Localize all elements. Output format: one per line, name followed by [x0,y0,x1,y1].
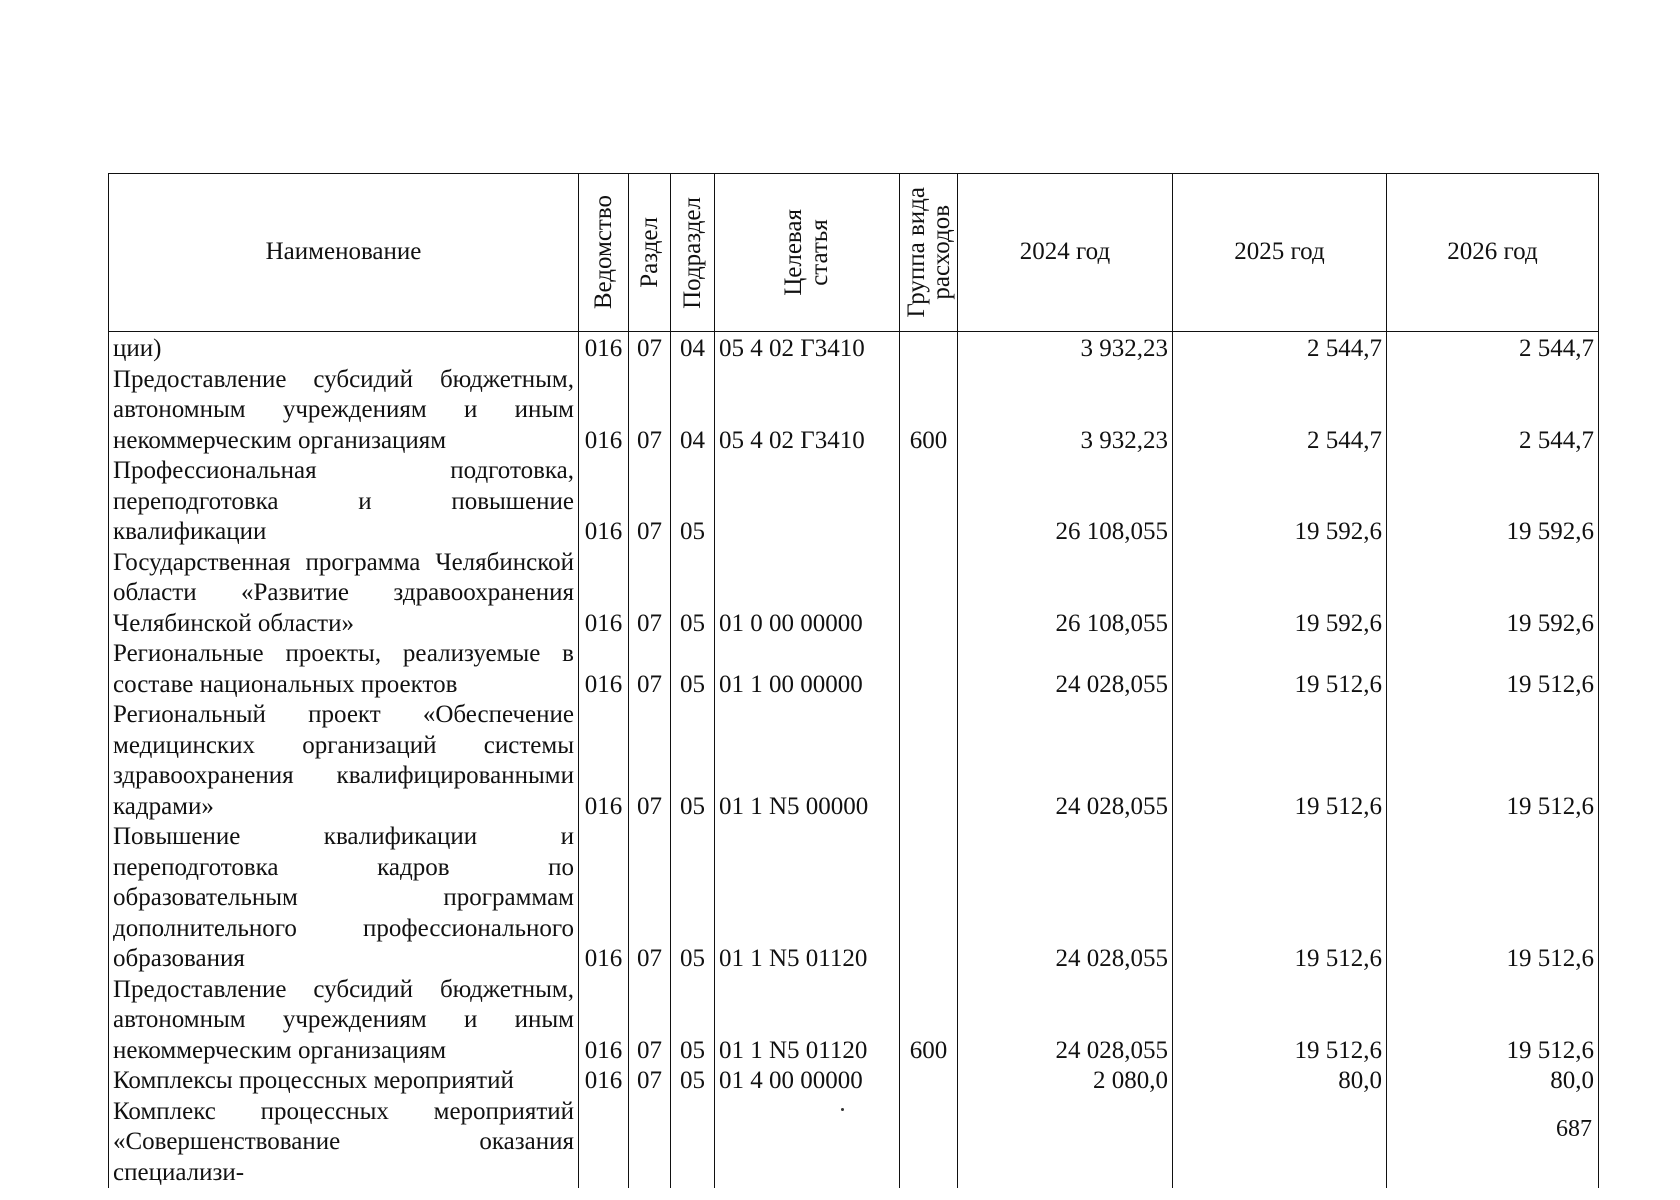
page-number: 687 [1556,1116,1592,1142]
cell-v2024: 24 028,055 [958,639,1173,700]
cell-group [900,332,958,365]
cell-razd: 07 [629,975,671,1067]
cell-v2026: 19 512,6 [1387,700,1599,822]
cell-v2024: 24 028,055 [958,975,1173,1067]
header-row [109,174,1599,332]
cell-podr: 05 [671,700,715,822]
cell-v2026: 19 592,6 [1387,548,1599,640]
header-target-line1: Целевая [780,209,807,296]
cell-name: Региональные проекты, реализуемые в составе национальных проектов [109,639,579,700]
cell-group: 600 [900,365,958,457]
cell-v2026: 19 512,6 [1387,975,1599,1067]
cell-podr [671,1097,715,1189]
header-vedomstvo: Ведомство [579,174,629,332]
scan-speck [841,1108,844,1111]
cell-razd: 07 [629,700,671,822]
cell-group [900,548,958,640]
cell-v2026: 2 544,7 [1387,332,1599,365]
cell-target [715,1097,900,1189]
header-name: Наименование [109,174,579,332]
cell-v2024: 3 932,23 [958,332,1173,365]
cell-podr: 05 [671,456,715,548]
header-group [900,174,958,332]
header-razdel: Раздел [629,174,671,332]
cell-v2024: 2 080,0 [958,1066,1173,1097]
table-row [109,822,1599,975]
cell-v2024: 24 028,055 [958,700,1173,822]
cell-ved [579,1097,629,1189]
cell-v2026: 19 592,6 [1387,456,1599,548]
cell-ved: 016 [579,975,629,1067]
cell-v2024: 26 108,055 [958,456,1173,548]
cell-razd: 07 [629,639,671,700]
cell-razd: 07 [629,332,671,365]
cell-v2024: 26 108,055 [958,548,1173,640]
cell-ved: 016 [579,700,629,822]
cell-v2024: 24 028,055 [958,822,1173,975]
budget-table-container [108,173,1598,1188]
cell-v2025: 2 544,7 [1173,332,1387,365]
table-row [109,975,1599,1067]
cell-razd: 07 [629,822,671,975]
cell-v2026: 80,0 [1387,1066,1599,1097]
cell-ved: 016 [579,332,629,365]
cell-v2025: 19 512,6 [1173,639,1387,700]
cell-name: Региональный проект «Обеспечение медицинских организаций системы здравоохранения квалифицированными кадрами» [109,700,579,822]
cell-razd: 07 [629,456,671,548]
cell-group: 600 [900,975,958,1067]
cell-razd [629,1097,671,1189]
table-row [109,1097,1599,1189]
cell-name: ции) [109,332,579,365]
cell-target [715,456,900,548]
cell-v2026: 19 512,6 [1387,639,1599,700]
cell-name: Повышение квалификации и переподготовка кадров по образовательным программам дополнительного профессионального образования [109,822,579,975]
cell-group [900,456,958,548]
cell-target: 01 1 N5 01120 [715,822,900,975]
cell-target: 05 4 02 Г3410 [715,365,900,457]
cell-target: 01 1 N5 01120 [715,975,900,1067]
cell-name: Предоставление субсидий бюджетным, автономным учреждениям и иным некоммерческим организациям [109,365,579,457]
cell-v2026: 2 544,7 [1387,365,1599,457]
cell-v2025: 19 512,6 [1173,700,1387,822]
cell-v2025: 19 512,6 [1173,975,1387,1067]
table-row [109,456,1599,548]
cell-group [900,1097,958,1189]
cell-name: Государственная программа Челябинской области «Развитие здравоохранения Челябинской области» [109,548,579,640]
cell-podr: 05 [671,639,715,700]
cell-razd: 07 [629,548,671,640]
cell-podr: 05 [671,975,715,1067]
table-row [109,1066,1599,1097]
cell-target: 05 4 02 Г3410 [715,332,900,365]
budget-table [108,173,1599,1188]
table-body [109,332,1599,1189]
cell-group [900,639,958,700]
cell-podr: 04 [671,332,715,365]
cell-ved: 016 [579,639,629,700]
cell-podr: 04 [671,365,715,457]
cell-target: 01 1 00 00000 [715,639,900,700]
cell-ved: 016 [579,548,629,640]
header-target [715,174,900,332]
cell-target: 01 0 00 00000 [715,548,900,640]
cell-v2025: 19 592,6 [1173,548,1387,640]
cell-v2025: 80,0 [1173,1066,1387,1097]
cell-podr: 05 [671,548,715,640]
cell-name: Предоставление субсидий бюджетным, автономным учреждениям и иным некоммерческим организациям [109,975,579,1067]
cell-name: Комплексы процессных мероприятий [109,1066,579,1097]
header-2024: 2024 год [958,174,1173,332]
header-group-line1: Группа вида [902,187,930,318]
cell-v2025: 19 592,6 [1173,456,1387,548]
cell-v2025: 2 544,7 [1173,365,1387,457]
header-target-line2: статья [806,219,833,286]
cell-v2025: 19 512,6 [1173,822,1387,975]
header-podrazdel: Подраздел [671,174,715,332]
cell-podr: 05 [671,1066,715,1097]
header-2025: 2025 год [1173,174,1387,332]
cell-group [900,1066,958,1097]
cell-name: Профессиональная подготовка, переподготовка и повышение квалификации [109,456,579,548]
cell-ved: 016 [579,365,629,457]
cell-target: 01 4 00 00000 [715,1066,900,1097]
cell-name: Комплекс процессных мероприятий «Совершенствование оказания специализи- [109,1097,579,1189]
cell-group [900,700,958,822]
cell-ved: 016 [579,822,629,975]
header-2026: 2026 год [1387,174,1599,332]
cell-v2024: 3 932,23 [958,365,1173,457]
cell-razd: 07 [629,1066,671,1097]
cell-v2025 [1173,1097,1387,1189]
table-row [109,700,1599,822]
table-row [109,332,1599,365]
table-row [109,639,1599,700]
header-group-line2: расходов [927,205,955,300]
cell-ved: 016 [579,1066,629,1097]
cell-group [900,822,958,975]
table-row [109,548,1599,640]
cell-v2026: 19 512,6 [1387,822,1599,975]
cell-target: 01 1 N5 00000 [715,700,900,822]
cell-v2024 [958,1097,1173,1189]
table-row [109,365,1599,457]
cell-ved: 016 [579,456,629,548]
cell-razd: 07 [629,365,671,457]
cell-podr: 05 [671,822,715,975]
